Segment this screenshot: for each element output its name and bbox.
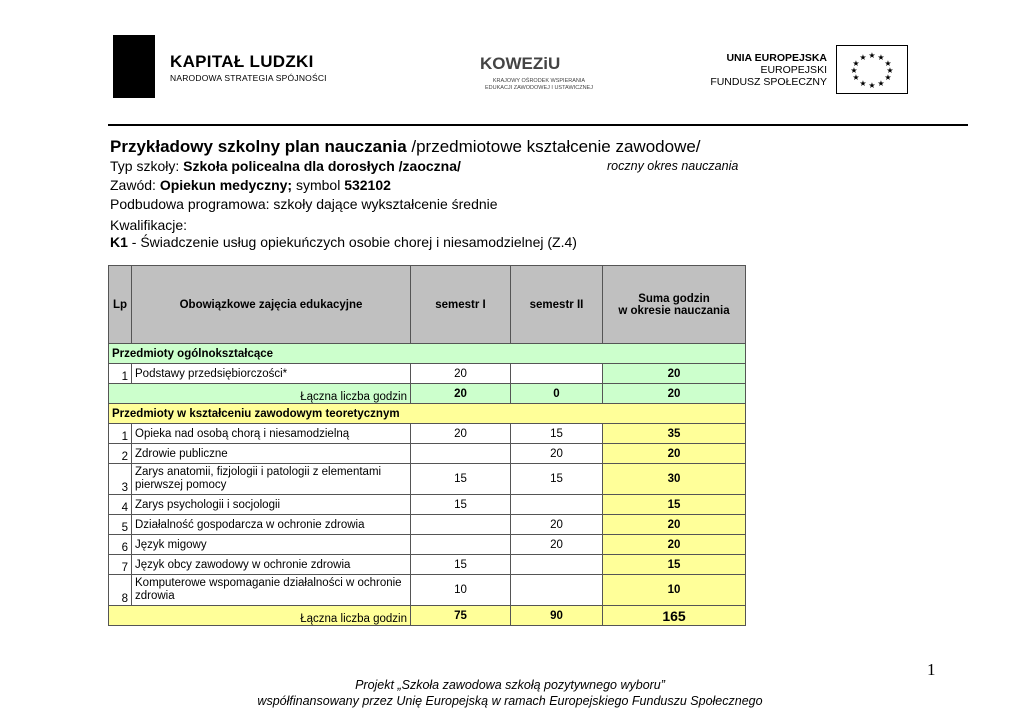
header-lp: Lp [109,266,132,344]
ue-line3: FUNDUSZ SPOŁECZNY [710,76,827,88]
sem2-cell: 20 [511,515,603,535]
period: roczny okres nauczania [607,159,739,173]
lp-cell: 8 [109,575,132,606]
svg-text:★: ★ [868,81,876,90]
total-sum: 20 [603,384,746,404]
eu-flag-logo [836,45,908,94]
koweziu-sub2: EDUKACJI ZAWODOWEJ I USTAWICZNEJ [485,85,593,91]
kapital-ludzki-subtitle: NARODOWA STRATEGIA SPÓJNOŚCI [170,73,327,83]
svg-text:★: ★ [859,53,867,62]
page-title: Przykładowy szkolny plan nauczania /przedmiotowe kształcenie zawodowe/ [110,137,701,156]
eu-stars-icon [837,46,907,93]
sum-cell: 30 [603,464,746,495]
lp-cell: 4 [109,495,132,515]
footer-line1: Projekt „Szkoła zawodowa szkołą pozytywnego wyboru” [355,678,665,692]
table-row [109,535,746,555]
sem1-cell [411,535,511,555]
svg-text:★: ★ [859,79,867,88]
sem1-cell [411,444,511,464]
table-row [109,555,746,575]
sum-cell: 15 [603,555,746,575]
total-row [109,384,746,404]
ue-line1: UNIA EUROPEJSKA [726,52,827,64]
table-row [109,364,746,384]
koweziu-subtitle [485,78,593,92]
table-row [109,515,746,535]
subject-cell: Komputerowe wspomaganie działalności w ochronie zdrowia [132,575,411,606]
sum-cell: 20 [603,444,746,464]
table-header [109,266,746,344]
subject-cell: Język obcy zawodowy w ochronie zdrowia [132,555,411,575]
sem1-cell: 15 [411,495,511,515]
svg-text:★: ★ [852,59,860,68]
header-sem2: semestr II [511,266,603,344]
footer-line2: współfinansowany przez Unię Europejską w ramach Europejskiego Funduszu Społecznego [257,694,763,708]
section-row [109,404,746,424]
sem1-cell: 20 [411,424,511,444]
subject-cell: Zarys psychologii i socjologii [132,495,411,515]
total-sem2: 90 [511,606,603,626]
sem1-cell: 20 [411,364,511,384]
svg-text:★: ★ [850,66,858,75]
sem1-cell: 15 [411,464,511,495]
qualifications-label: Kwalifikacje: [110,217,188,233]
svg-text:★: ★ [877,79,885,88]
section-title: Przedmioty ogólnokształcące [109,344,746,364]
table-row [109,495,746,515]
sum-cell: 35 [603,424,746,444]
subject-cell: Działalność gospodarcza w ochronie zdrowia [132,515,411,535]
sem2-cell: 15 [511,464,603,495]
svg-text:★: ★ [884,59,892,68]
lp-cell: 2 [109,444,132,464]
koweziu-logo: KOWEZiU [480,54,561,73]
lp-cell: 1 [109,364,132,384]
subject-cell: Język migowy [132,535,411,555]
koweziu-sub1: KRAJOWY OŚRODEK WSPIERANIA [492,78,586,84]
lp-cell: 7 [109,555,132,575]
program-base: Podbudowa programowa: szkoły dające wykształcenie średnie [110,196,498,212]
lp-cell: 5 [109,515,132,535]
school-type: Typ szkoły: Szkoła policealna dla dorosłych /zaoczna/ [110,158,461,174]
sem2-cell [511,495,603,515]
header-rule [108,124,968,126]
curriculum-table [108,265,746,626]
total-sem2: 0 [511,384,603,404]
sem2-cell: 20 [511,444,603,464]
header-sum-line2: w okresie nauczania [618,304,730,317]
kapital-ludzki-logo [113,35,155,98]
sum-cell: 15 [603,495,746,515]
sum-cell: 20 [603,535,746,555]
sem2-cell: 20 [511,535,603,555]
svg-text:★: ★ [877,53,885,62]
total-label: Łączna liczba godzin [109,606,411,626]
kapital-ludzki-title: KAPITAŁ LUDZKI [170,52,314,71]
sem2-cell [511,555,603,575]
profession: Zawód: Opiekun medyczny; symbol 532102 [110,177,391,193]
sem2-cell [511,364,603,384]
section-row [109,344,746,364]
total-row [109,606,746,626]
table-row [109,464,746,495]
sem1-cell: 15 [411,555,511,575]
lp-cell: 1 [109,424,132,444]
total-sem1: 20 [411,384,511,404]
header-sem1: semestr I [411,266,511,344]
sem2-cell [511,575,603,606]
svg-text:★: ★ [868,51,876,60]
header-sum [603,266,746,344]
qualification-k1: K1 - Świadczenie usług opiekuńczych osobie chorej i niesamodzielnej (Z.4) [110,234,577,250]
svg-text:★: ★ [886,66,894,75]
sum-cell: 20 [603,364,746,384]
table-row [109,444,746,464]
ue-text [705,52,827,88]
svg-text:★: ★ [852,73,860,82]
ue-line2: EUROPEJSKI [760,64,827,76]
subject-cell: Podstawy przedsiębiorczości* [132,364,411,384]
subject-cell: Zdrowie publiczne [132,444,411,464]
page-number: 1 [927,660,936,679]
sem1-cell [411,515,511,535]
header-sum-line1: Suma godzin [638,292,710,305]
sum-cell: 10 [603,575,746,606]
total-sem1: 75 [411,606,511,626]
lp-cell: 6 [109,535,132,555]
subject-cell: Zarys anatomii, fizjologii i patologii z elementami pierwszej pomocy [132,464,411,495]
total-label: Łączna liczba godzin [109,384,411,404]
header-subject: Obowiązkowe zajęcia edukacyjne [132,266,411,344]
table-row [109,575,746,606]
lp-cell: 3 [109,464,132,495]
table-row [109,424,746,444]
section-title: Przedmioty w kształceniu zawodowym teoretycznym [109,404,746,424]
subject-cell: Opieka nad osobą chorą i niesamodzielną [132,424,411,444]
svg-text:★: ★ [884,73,892,82]
sum-cell: 20 [603,515,746,535]
sem1-cell: 10 [411,575,511,606]
sem2-cell: 15 [511,424,603,444]
total-sum: 165 [603,606,746,626]
